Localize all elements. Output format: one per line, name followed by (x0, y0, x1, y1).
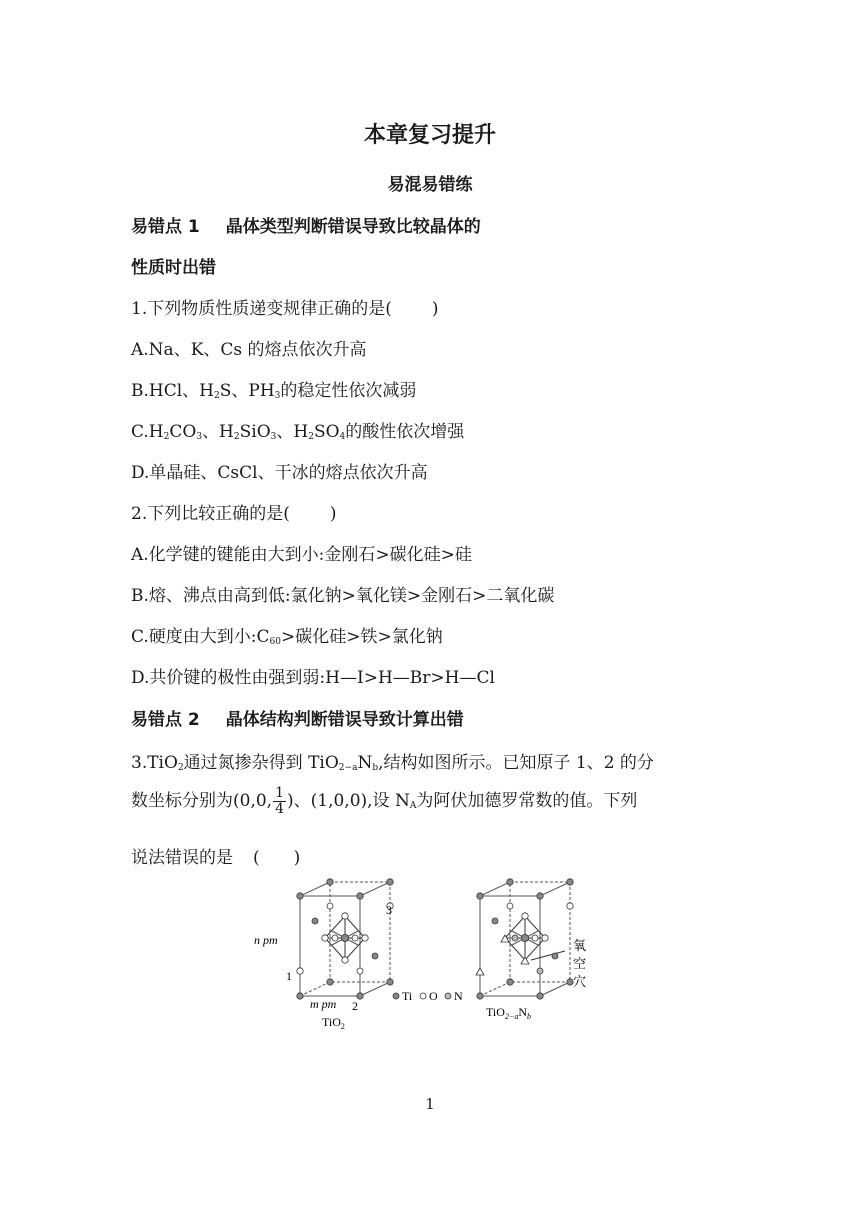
question-3-line-3: 说法错误的是 ( ) (131, 848, 301, 868)
error-point-2-title: 晶体结构判断错误导致计算出错 (225, 710, 464, 730)
question-2-option-c: C.硬度由大到小$:C_{60}>$碳化硅>铁>氯化钠 (131, 627, 443, 647)
error-point-1-heading (131, 212, 481, 237)
page-number: 1 (425, 1095, 435, 1113)
question-1-option-c: $C.H_2CO_3$、$H_2SiO_3$、$H_2SO_4$的酸性依次增强 (131, 422, 465, 442)
question-2-option-b: B.熔、沸点由高到低:氯化钠>氧化镁>金刚石>二氧化碳 (131, 586, 555, 606)
question-1-stem: 1.下列物质性质递变规律正确的是( ) (131, 299, 439, 319)
tio2-doped-atoms (476, 879, 573, 999)
legend-ti-marker (393, 993, 399, 999)
question-3-line-1: 3.TiO$_2$通过氮掺杂得到 $TiO_{2-a}N_b$,结构如图所示。已知原子 1、2 的分 (131, 753, 654, 773)
right-caption: $TiO_{2-a}N_b$ (486, 1005, 531, 1021)
error-point-1-label: 易错点 1 (131, 217, 200, 237)
error-point-1-title-line2: 性质时出错 (131, 258, 216, 278)
fraction-one-quarter: $\frac{1}{4}$ (275, 785, 284, 817)
legend-n-label: N (454, 989, 463, 1003)
question-3-line-2: 数坐标分别为(0,0, $\frac{1}{4}$ )、(1,0,0),设 $N_A$为阿伏加德罗常数的值。下列 (131, 785, 638, 817)
section-subtitle: 易混易错练 (387, 175, 473, 195)
oxygen-vacancy-label-2: 空 (573, 957, 587, 972)
left-caption: TiO$_2$ (322, 1015, 345, 1031)
atom-label-3: 3 (386, 903, 392, 917)
question-2-stem: 2.下列比较正确的是( ) (131, 504, 337, 524)
error-point-2-label: 易错点 2 (131, 710, 200, 730)
oxygen-vacancy-label-1: 氧 (573, 939, 587, 954)
dimension-n-pm: n pm (254, 933, 278, 947)
page-title: 本章复习提升 (363, 123, 496, 148)
question-2-option-d: D.共价键的极性由强到弱:H—I>H—Br>H—Cl (131, 668, 495, 688)
oxygen-vacancy-label-3: 穴 (573, 975, 587, 990)
crystal-structure-svg (250, 876, 610, 1036)
question-2-option-a: A.化学键的键能由大到小:金刚石>碳化硅>硅 (131, 545, 472, 565)
question-1-option-b: B.HCl、$H_2S$、$PH_3$的稳定性依次减弱 (131, 381, 417, 401)
error-point-1-title-line1: 晶体类型判断错误导致比较晶体的 (225, 217, 481, 237)
atom-label-1: 1 (286, 969, 292, 983)
tio2-atoms (297, 879, 393, 999)
crystal-structure-figure (250, 876, 610, 1036)
legend-n-marker (445, 993, 451, 999)
atom-label-2: 2 (352, 999, 358, 1013)
legend-o-marker (420, 993, 426, 999)
question-1-option-d: D.单晶硅、CsCl、干冰的熔点依次升高 (131, 463, 428, 483)
dimension-m-pm: m pm (310, 997, 337, 1011)
error-point-2-heading (131, 705, 464, 730)
legend-o-label: O (429, 989, 438, 1003)
question-1-option-a: A.Na、K、Cs 的熔点依次升高 (131, 340, 367, 360)
legend-ti-label: Ti (402, 989, 413, 1003)
legend (393, 989, 463, 1003)
